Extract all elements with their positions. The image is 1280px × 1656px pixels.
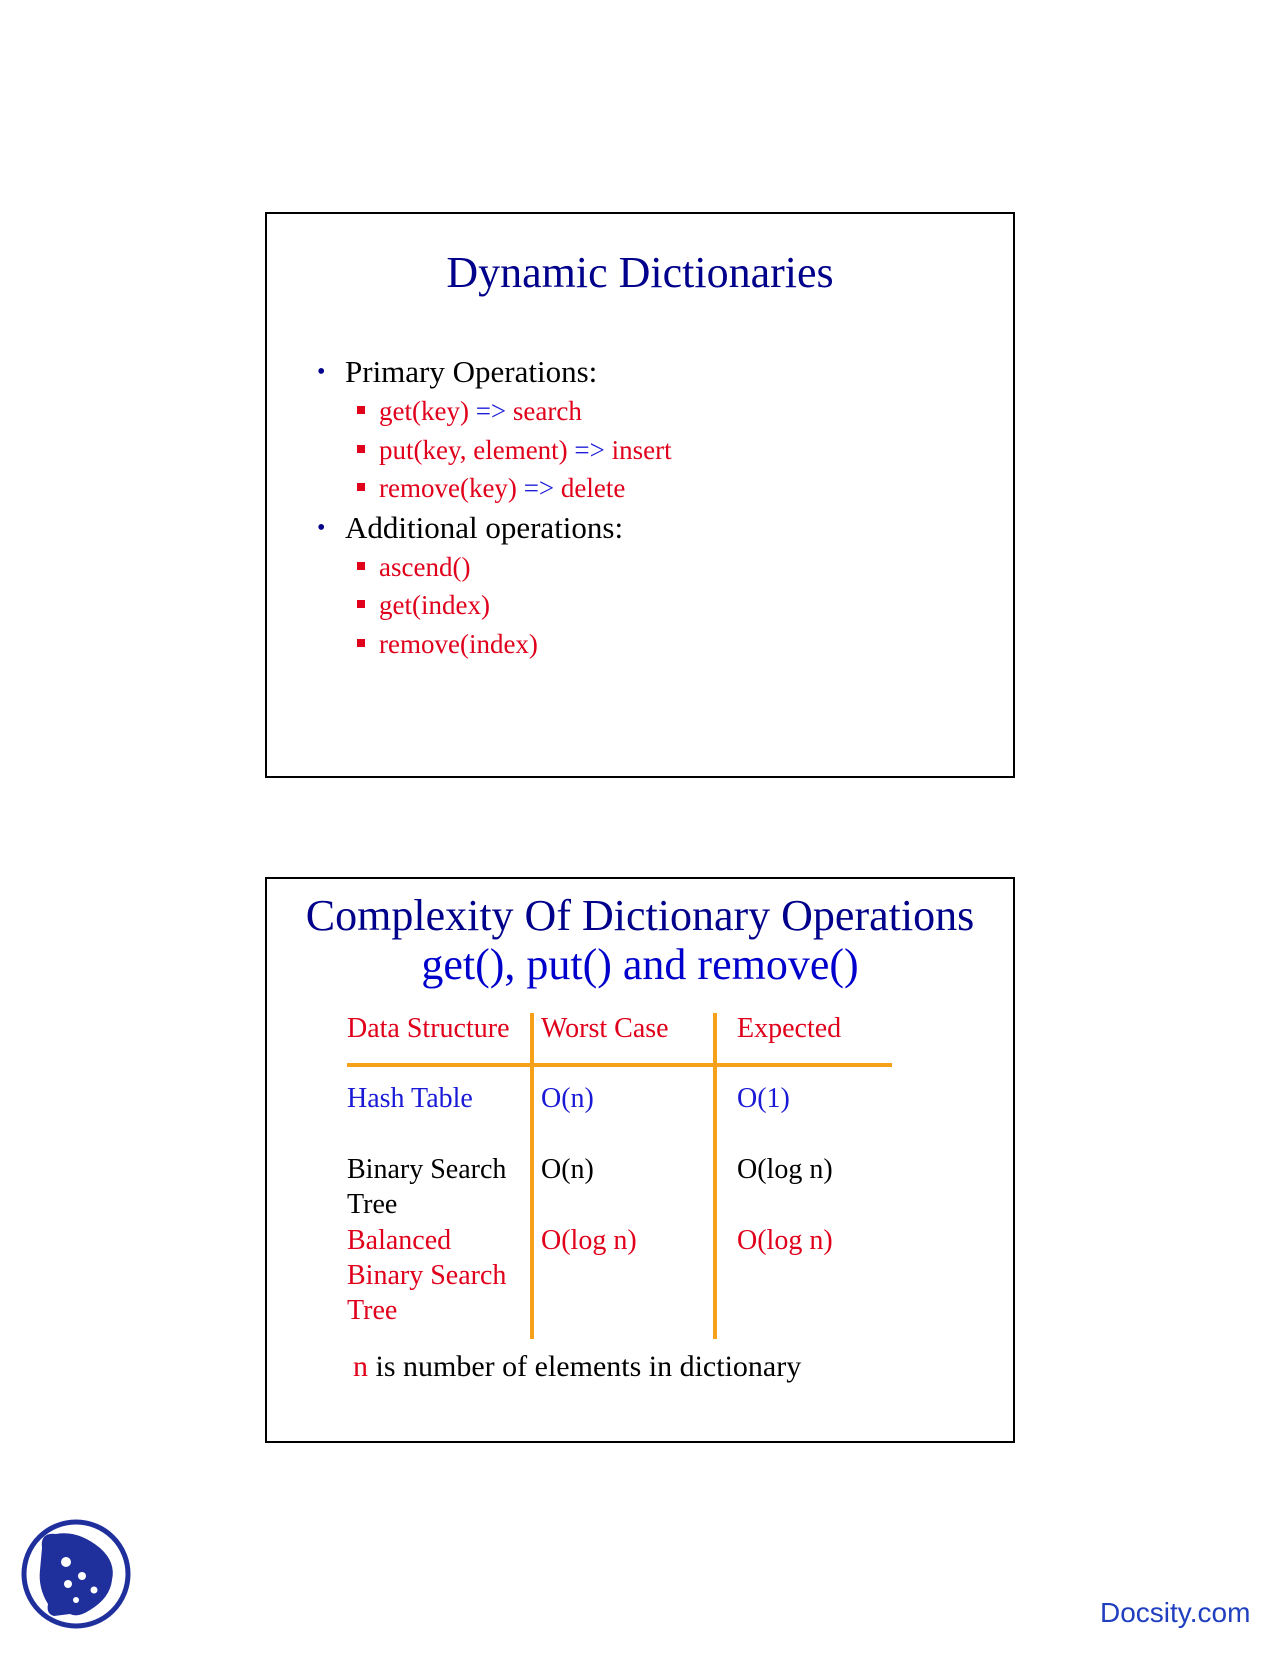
square-bullet-icon — [357, 406, 365, 414]
square-bullet-icon — [357, 562, 365, 570]
table-header: Expected — [737, 1013, 842, 1044]
sub-bullet: ascend() — [317, 548, 672, 587]
slide-dynamic-dictionaries — [265, 212, 1015, 778]
bullet-dot-icon: • — [317, 514, 326, 541]
table-cell-structure: Balanced — [347, 1225, 452, 1256]
bullet-additional-operations: • Additional operations: — [317, 508, 672, 548]
table-cell-expected: O(log n) — [737, 1154, 833, 1185]
sub-bullet: remove(key) => delete — [317, 469, 672, 508]
table-cell-structure: Binary Search — [347, 1260, 507, 1291]
table-cell-structure: Tree — [347, 1189, 398, 1220]
table-cell-worst: O(n) — [541, 1083, 594, 1114]
table-cell-expected: O(log n) — [737, 1225, 833, 1256]
bullet-list — [317, 352, 672, 663]
table-header: Worst Case — [541, 1013, 669, 1044]
slide-title: Complexity Of Dictionary Operations — [305, 891, 975, 940]
table-cell-worst: O(n) — [541, 1154, 594, 1185]
sub-bullet: get(key) => search — [317, 392, 672, 431]
square-bullet-icon — [357, 483, 365, 491]
table-cell-structure: Binary Search — [347, 1154, 507, 1185]
bullet-dot-icon: • — [317, 359, 326, 385]
table-divider-vertical — [713, 1013, 717, 1339]
table-divider-vertical — [530, 1013, 534, 1339]
sub-bullet: remove(index) — [317, 625, 672, 664]
square-bullet-icon — [357, 600, 365, 608]
table-header: Data Structure — [347, 1013, 510, 1044]
bullet-primary-operations: • Primary Operations: — [317, 352, 672, 392]
table-cell-structure: Tree — [347, 1295, 398, 1326]
table-cell-worst: O(log n) — [541, 1225, 637, 1256]
table-cell-structure: Hash Table — [347, 1083, 473, 1114]
square-bullet-icon — [357, 639, 365, 647]
docsity-brand-link[interactable]: Docsity.com — [1100, 1597, 1251, 1628]
docsity-logo-icon[interactable] — [20, 1518, 132, 1630]
slide-title: Dynamic Dictionaries — [446, 248, 834, 297]
slide-complexity — [265, 877, 1015, 1443]
slide-subtitle: get(), put() and remove() — [421, 940, 859, 989]
footnote: n is number of elements in dictionary — [353, 1350, 802, 1383]
table-cell-expected: O(1) — [737, 1083, 790, 1114]
square-bullet-icon — [357, 445, 365, 453]
sub-bullet: get(index) — [317, 586, 672, 625]
sub-bullet: put(key, element) => insert — [317, 431, 672, 470]
table-divider-horizontal — [347, 1063, 892, 1067]
